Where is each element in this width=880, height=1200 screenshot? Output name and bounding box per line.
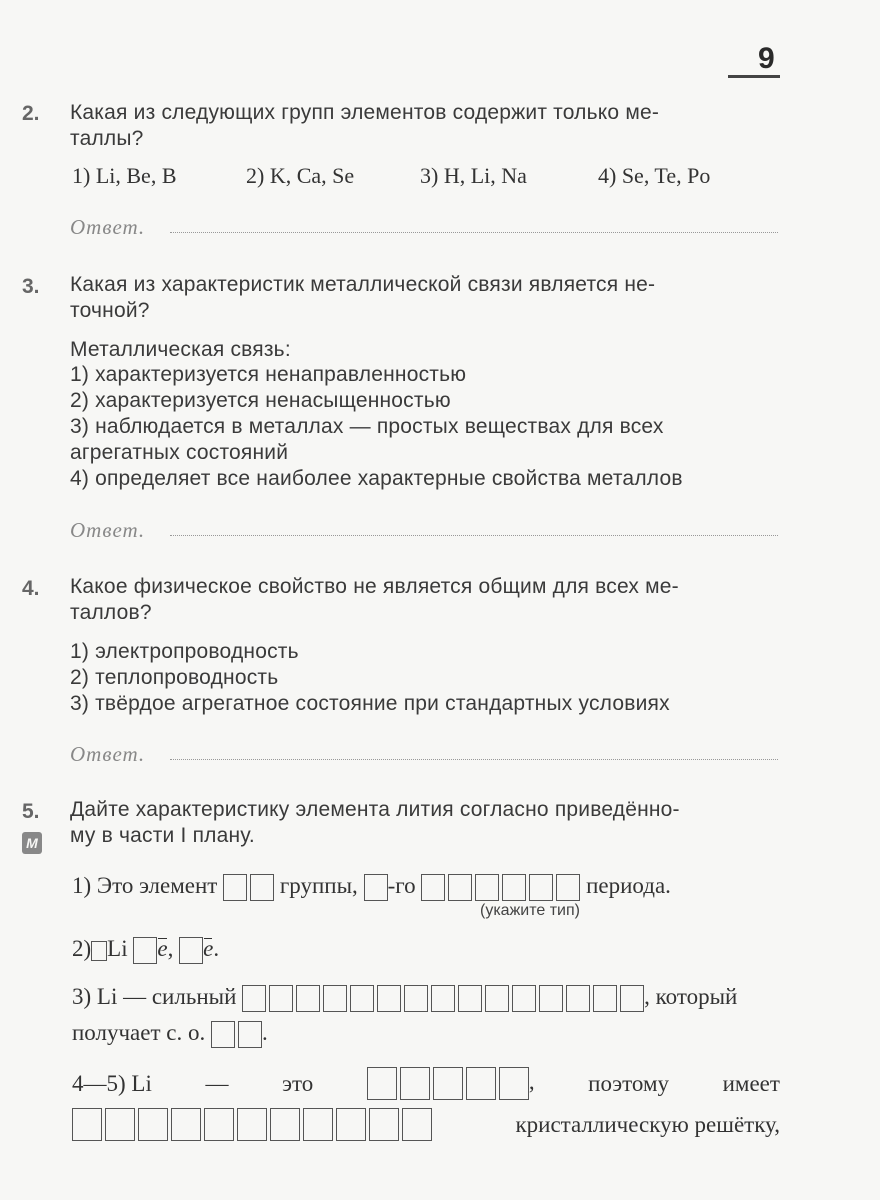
question-5-text-line2: му в части I плану. — [70, 824, 255, 847]
item-2-text — [72, 936, 219, 964]
question-2-number: 2. — [22, 102, 40, 125]
input-cell[interactable] — [502, 874, 526, 901]
input-cell[interactable] — [250, 874, 274, 901]
item-3-line1 — [72, 984, 737, 1012]
input-cell[interactable] — [223, 874, 247, 901]
item-1-hint: (укажите тип) — [480, 902, 580, 919]
input-cell[interactable] — [593, 985, 617, 1012]
input-cell[interactable] — [377, 985, 401, 1012]
input-cell[interactable] — [323, 985, 347, 1012]
item-3-line2 — [72, 1020, 268, 1048]
method-icon: М — [22, 832, 42, 854]
input-cell[interactable] — [556, 874, 580, 901]
question-2-option-4[interactable]: 4) Se, Te, Po — [598, 163, 711, 188]
input-cell[interactable] — [512, 985, 536, 1012]
input-cell[interactable] — [72, 1108, 102, 1141]
question-3-option-1[interactable]: 1) характеризуется ненаправленностью — [70, 363, 467, 386]
question-3-text-line1: Какая из характеристик металлической связи является не- — [70, 273, 656, 296]
item-1-period-word: периода. — [586, 873, 671, 898]
input-cell[interactable] — [402, 1108, 432, 1141]
page-number: 9 — [758, 42, 775, 75]
input-cell[interactable] — [303, 1108, 333, 1141]
input-cell[interactable] — [350, 985, 374, 1012]
input-cell[interactable] — [242, 985, 266, 1012]
input-cell[interactable] — [270, 1108, 300, 1141]
input-cell[interactable] — [448, 874, 472, 901]
electrons-box-2[interactable] — [179, 937, 203, 964]
item-45-line2 — [72, 1108, 780, 1141]
input-cell[interactable] — [458, 985, 482, 1012]
input-cell[interactable] — [269, 985, 293, 1012]
item-2-separator: , — [167, 936, 174, 961]
item-45-lattice: кристаллическую решётку, — [515, 1111, 780, 1137]
item-2-end: . — [213, 936, 220, 961]
reductant-boxes[interactable] — [242, 985, 644, 1012]
question-4-answer-label: Ответ. — [70, 742, 146, 766]
input-cell[interactable] — [433, 1067, 463, 1100]
question-4-number: 4. — [22, 577, 40, 600]
input-cell[interactable] — [529, 874, 553, 901]
input-cell[interactable] — [566, 985, 590, 1012]
question-3-option-3[interactable]: 3) наблюдается в металлах — простых веществах для всех — [70, 415, 664, 438]
input-cell[interactable] — [475, 874, 499, 901]
electrons-box-1[interactable] — [133, 937, 157, 964]
item-2-li: Li — [107, 936, 128, 961]
question-3-intro: Металлическая связь: — [70, 338, 291, 361]
input-cell[interactable] — [620, 985, 644, 1012]
period-number-box[interactable] — [364, 874, 388, 901]
charge-box[interactable] — [91, 941, 107, 961]
input-cell[interactable] — [296, 985, 320, 1012]
question-3-text-line2: точной? — [70, 299, 150, 322]
input-cell[interactable] — [400, 1067, 430, 1100]
question-3-option-3-cont: агрегатных состояний — [70, 441, 289, 464]
input-cell[interactable] — [171, 1108, 201, 1141]
group-number-boxes[interactable] — [223, 874, 274, 901]
input-cell[interactable] — [204, 1108, 234, 1141]
item-45-this: это — [282, 1070, 314, 1096]
question-5-number: 5. — [22, 800, 40, 823]
item-1-text — [72, 873, 671, 901]
input-cell[interactable] — [105, 1108, 135, 1141]
question-2-text-line2: таллы? — [70, 127, 144, 150]
question-3-number: 3. — [22, 275, 40, 298]
input-cell[interactable] — [211, 1021, 235, 1048]
question-3-option-2[interactable]: 2) характеризуется ненасыщенностью — [70, 389, 451, 412]
item-1-prefix: 1) Это элемент — [72, 873, 218, 898]
electron-symbol-1: e — [157, 936, 168, 961]
input-cell[interactable] — [404, 985, 428, 1012]
question-2-option-2[interactable]: 2) K, Ca, Se — [246, 163, 355, 188]
question-3-option-4[interactable]: 4) определяет все наиболее характерные свойства металлов — [70, 467, 683, 490]
question-4-option-3[interactable]: 3) твёрдое агрегатное состояние при стандартных условиях — [70, 692, 670, 715]
item-45-comma: , — [528, 1068, 535, 1094]
item-3-prefix: 3) Li — сильный — [72, 984, 237, 1009]
item-2-prefix: 2) — [72, 936, 92, 961]
question-2-option-3[interactable]: 3) H, Li, Na — [420, 163, 527, 188]
input-cell[interactable] — [138, 1108, 168, 1141]
oxidation-state-boxes[interactable] — [211, 1021, 262, 1048]
lattice-type-boxes[interactable] — [72, 1108, 432, 1141]
item-3-oxidation: получает с. о. — [72, 1020, 206, 1045]
item-1-group-word: группы, — [279, 873, 358, 898]
item-3-end: . — [261, 1020, 268, 1045]
question-4-answer-line[interactable] — [170, 759, 778, 760]
input-cell[interactable] — [485, 985, 509, 1012]
item-45-prefix: 4—5) Li — [72, 1070, 152, 1096]
input-cell[interactable] — [539, 985, 563, 1012]
item-1-ordinal: -го — [387, 873, 416, 898]
input-cell[interactable] — [364, 874, 388, 901]
input-cell[interactable] — [238, 1021, 262, 1048]
item-45-dash: — — [205, 1070, 229, 1096]
electron-symbol-2: e — [203, 936, 214, 961]
question-3-answer-label: Ответ. — [70, 518, 146, 542]
period-type-boxes[interactable] — [421, 874, 580, 901]
input-cell[interactable] — [431, 985, 455, 1012]
input-cell[interactable] — [91, 941, 107, 961]
page-number-rule — [728, 75, 780, 78]
input-cell[interactable] — [499, 1067, 529, 1100]
input-cell[interactable] — [367, 1067, 397, 1100]
input-cell[interactable] — [133, 937, 157, 964]
question-3-answer-line[interactable] — [170, 535, 778, 536]
input-cell[interactable] — [369, 1108, 399, 1141]
question-2-answer-label: Ответ. — [70, 215, 146, 239]
question-2-answer-line[interactable] — [170, 232, 778, 233]
item-45-therefore: поэтому — [588, 1070, 669, 1096]
input-cell[interactable] — [336, 1108, 366, 1141]
input-cell[interactable] — [237, 1108, 267, 1141]
question-2-text-line1: Какая из следующих групп элементов содержит только ме- — [70, 101, 660, 124]
question-4-option-1[interactable]: 1) электропроводность — [70, 640, 299, 663]
question-4-text-line1: Какое физическое свойство не является общим для всех ме- — [70, 575, 679, 598]
item-45-has: имеет — [722, 1070, 780, 1096]
item-45-line1 — [72, 1067, 780, 1100]
substance-type-boxes[interactable] — [367, 1067, 529, 1100]
question-4-option-2[interactable]: 2) теплопроводность — [70, 666, 279, 689]
question-5-text-line1: Дайте характеристику элемента лития согласно приведённо- — [70, 798, 680, 821]
question-4-text-line2: таллов? — [70, 601, 152, 624]
input-cell[interactable] — [179, 937, 203, 964]
question-2-option-1[interactable]: 1) Li, Be, B — [72, 163, 177, 188]
input-cell[interactable] — [466, 1067, 496, 1100]
input-cell[interactable] — [421, 874, 445, 901]
item-3-which: , который — [644, 984, 738, 1009]
